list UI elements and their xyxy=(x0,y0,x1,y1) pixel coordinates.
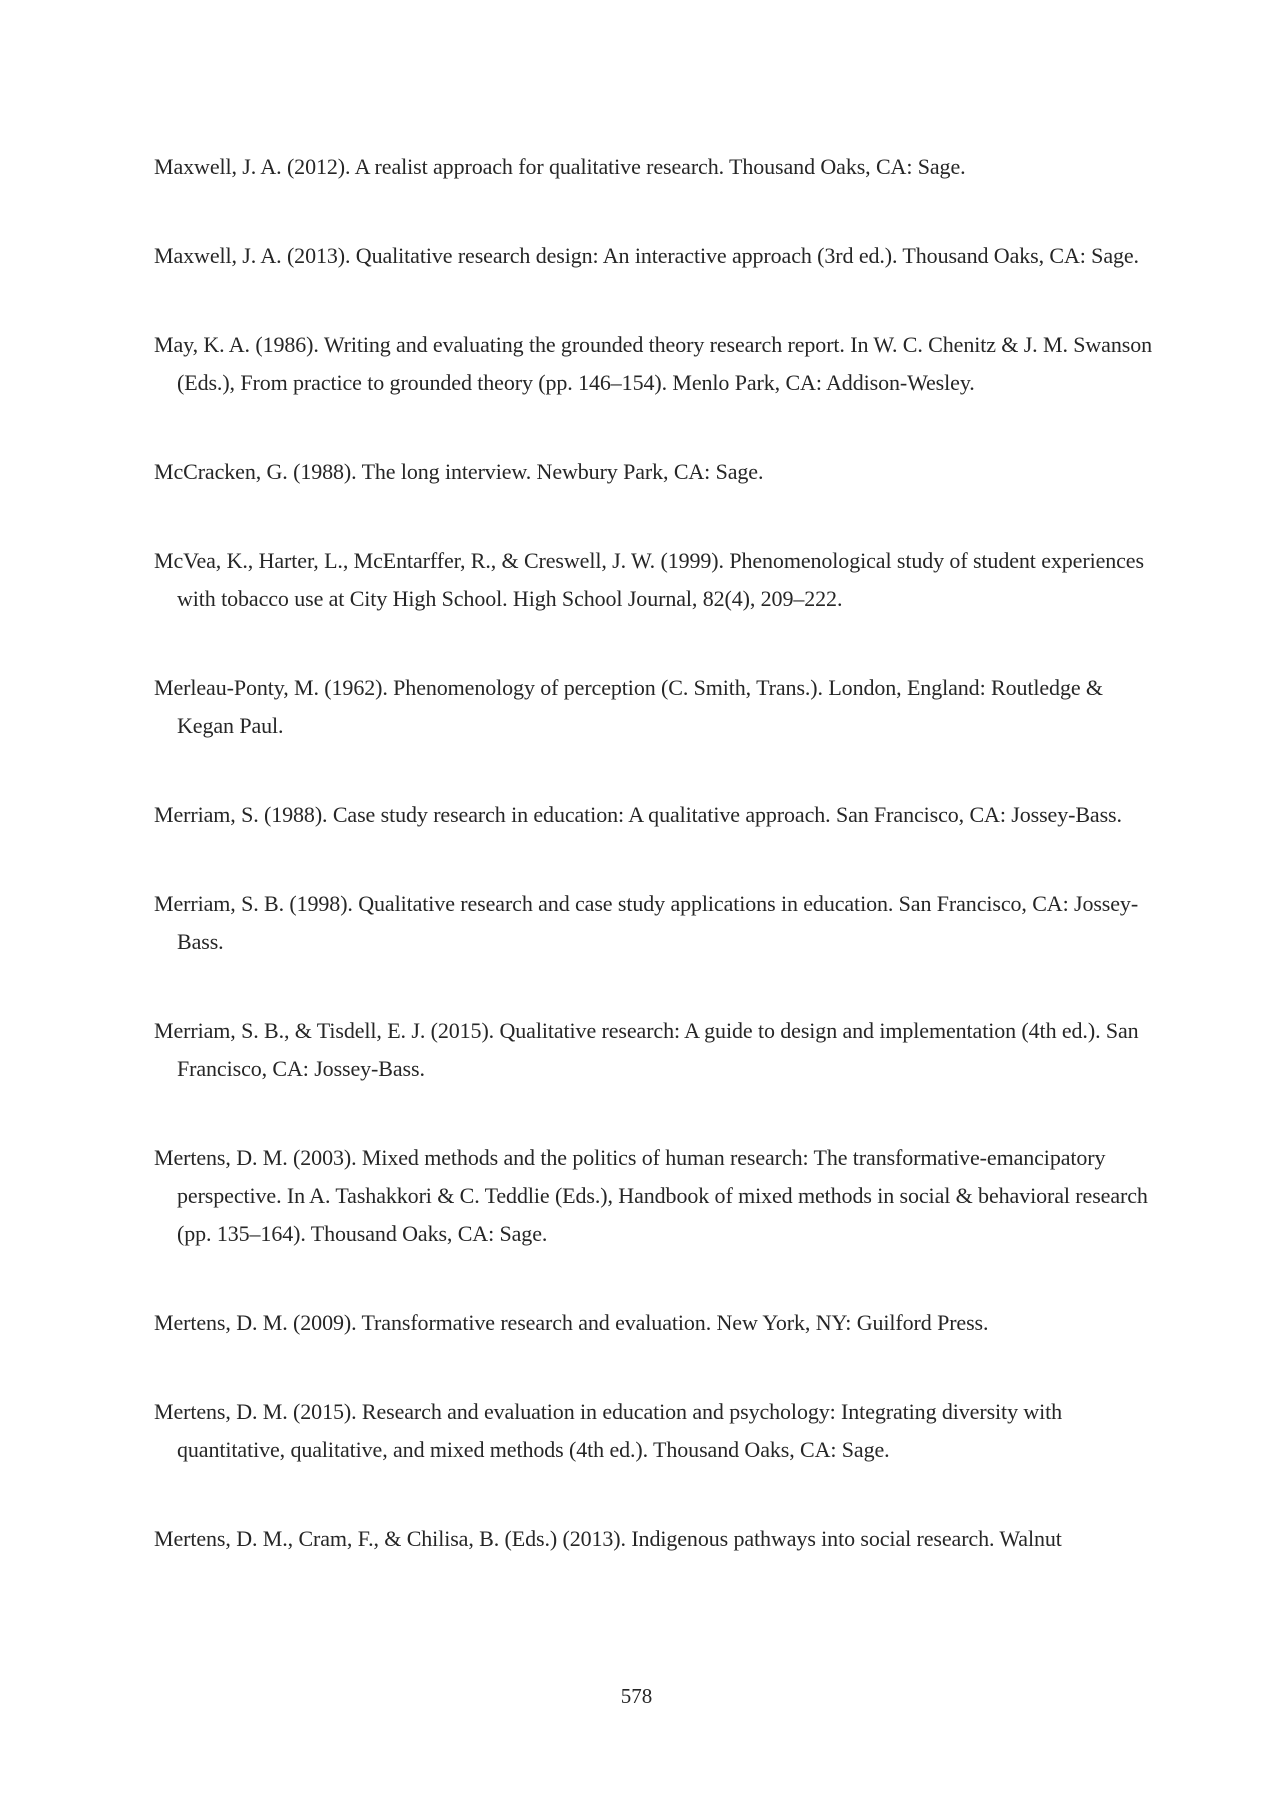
reference-entry: Merriam, S. (1988). Case study research in education: A qualitative approach. San Francisco, CA: Jossey-Bass. xyxy=(154,802,1122,827)
page-number: 578 xyxy=(620,1684,653,1708)
reference-entry: Mertens, D. M. (2015). Research and evaluation in education and psychology: Integrating diversity with quantitative, qualitative, and mixed methods (4th ed.). Thousand Oaks, CA: Sage. xyxy=(154,1399,1063,1462)
reference-entry: Merriam, S. B., & Tisdell, E. J. (2015). Qualitative research: A guide to design and implementation (4th ed.). San Francisco, CA: Jossey-Bass. xyxy=(154,1018,1139,1081)
reference-list xyxy=(154,148,1154,1609)
reference-entry: Maxwell, J. A. (2012). A realist approach for qualitative research. Thousand Oaks, CA: Sage. xyxy=(154,154,966,179)
reference-entry: McCracken, G. (1988). The long interview. Newbury Park, CA: Sage. xyxy=(154,459,764,484)
reference-entry: Merleau-Ponty, M. (1962). Phenomenology of perception (C. Smith, Trans.). London, England: Routledge & Kegan Paul. xyxy=(154,675,1103,738)
reference-entry: May, K. A. (1986). Writing and evaluating the grounded theory research report. In W. C. Chenitz & J. M. Swanson (Eds.), From practice to grounded theory (pp. 146–154). Menlo Park, CA: Addison-Wesley. xyxy=(154,332,1152,395)
reference-entry: Mertens, D. M., Cram, F., & Chilisa, B. (Eds.) (2013). Indigenous pathways into social research. Walnut xyxy=(154,1526,1062,1551)
reference-entry: Mertens, D. M. (2003). Mixed methods and the politics of human research: The transformative-emancipatory perspective. In A. Tashakkori & C. Teddlie (Eds.), Handbook of mixed methods in social & behavioral research (pp. 135–164). Thousand Oaks, CA: Sage. xyxy=(154,1145,1148,1246)
reference-entry: Maxwell, J. A. (2013). Qualitative research design: An interactive approach (3rd ed.). Thousand Oaks, CA: Sage. xyxy=(154,243,1139,268)
reference-entry: Mertens, D. M. (2009). Transformative research and evaluation. New York, NY: Guilford Press. xyxy=(154,1310,989,1335)
reference-entry: McVea, K., Harter, L., McEntarffer, R., & Creswell, J. W. (1999). Phenomenological study of student experiences with tobacco use at City High School. High School Journal, 82(4), 209–222. xyxy=(154,548,1144,611)
reference-entry: Merriam, S. B. (1998). Qualitative research and case study applications in education. San Francisco, CA: Jossey-Bass. xyxy=(154,891,1139,954)
